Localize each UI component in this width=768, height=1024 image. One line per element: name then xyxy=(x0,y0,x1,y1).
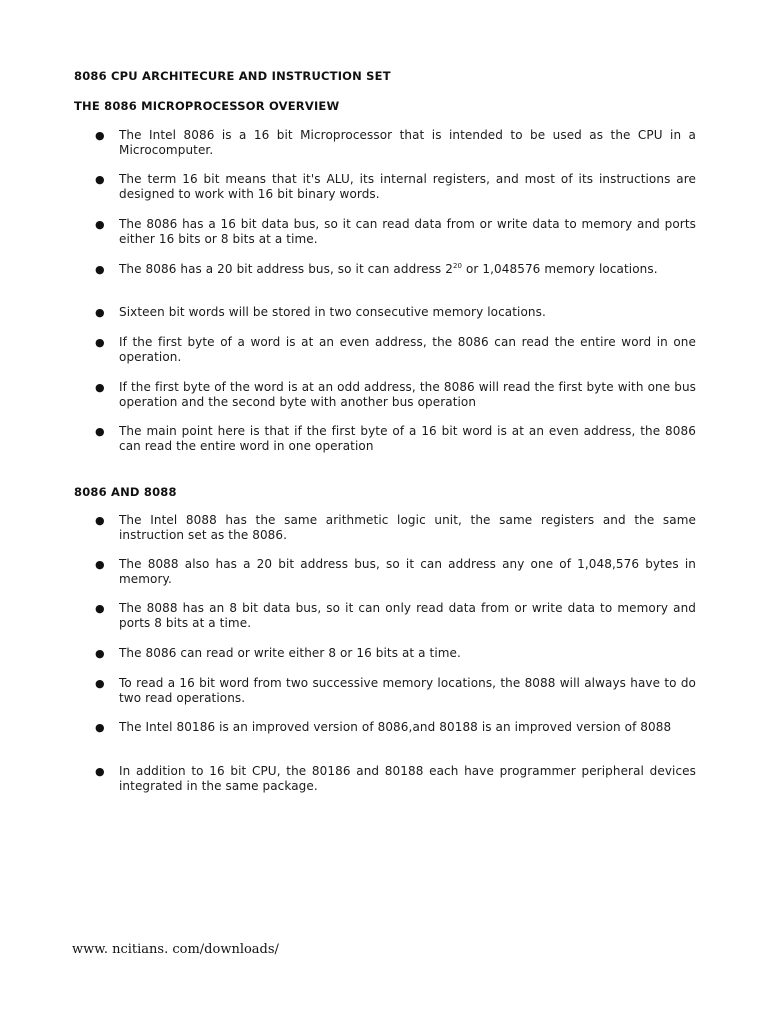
list-item-text: The 8086 has a 16 bit data bus, so it can read data from or write data to memory and ports either 16 bits or 8 bits at a time. xyxy=(119,217,696,246)
bullet-icon: ● xyxy=(95,721,105,734)
section-heading-8086-8088: 8086 AND 8088 xyxy=(74,485,177,499)
bullet-icon: ● xyxy=(95,514,105,527)
bullet-icon: ● xyxy=(95,602,105,615)
list-item-text: The Intel 80186 is an improved version of 8086,and 80188 is an improved version of 8088 xyxy=(119,720,672,734)
bullet-icon: ● xyxy=(95,263,105,276)
bullet-icon: ● xyxy=(95,765,105,778)
list-item-text: If the first byte of a word is at an even address, the 8086 can read the entire word in one operation. xyxy=(119,335,696,364)
list-item-text: The term 16 bit means that it's ALU, its internal registers, and most of its instructions are designed to work with 16 bit binary words. xyxy=(119,172,696,201)
list-item-text: If the first byte of the word is at an odd address, the 8086 will read the first byte with one bus operation and the second byte with another bus operation xyxy=(119,380,696,409)
list-item-text: The Intel 8088 has the same arithmetic logic unit, the same registers and the same instruction set as the 8086. xyxy=(119,513,696,542)
exponent-superscript: 20 xyxy=(452,262,463,270)
address-text-after: or 1,048576 memory locations. xyxy=(462,262,658,276)
list-item-text xyxy=(119,262,696,277)
address-text-before: The 8086 has a 20 bit address bus, so it can address 2 xyxy=(119,262,453,276)
list-item-text: The Intel 8086 is a 16 bit Microprocessor that is intended to be used as the CPU in a Microcomputer. xyxy=(119,128,696,157)
bullet-icon: ● xyxy=(95,218,105,231)
bullet-icon: ● xyxy=(95,647,105,660)
list-item-text: Sixteen bit words will be stored in two consecutive memory locations. xyxy=(119,305,546,319)
document-title: 8086 CPU ARCHITECURE AND INSTRUCTION SET xyxy=(74,69,391,83)
bullet-icon: ● xyxy=(95,381,105,394)
bullet-icon: ● xyxy=(95,558,105,571)
bullet-icon: ● xyxy=(95,336,105,349)
list-item-text: To read a 16 bit word from two successive memory locations, the 8088 will always have to do two read operations. xyxy=(119,676,696,705)
list-item-text: The 8086 can read or write either 8 or 16 bits at a time. xyxy=(119,646,461,660)
list-item-text: In addition to 16 bit CPU, the 80186 and 80188 each have programmer peripheral devices integrated in the same package. xyxy=(119,764,696,793)
list-item-text: The 8088 has an 8 bit data bus, so it can only read data from or write data to memory and ports 8 bits at a time. xyxy=(119,601,696,630)
footer-url: www. ncitians. com/downloads/ xyxy=(72,942,279,957)
bullet-icon: ● xyxy=(95,173,105,186)
section-heading-overview: THE 8086 MICROPROCESSOR OVERVIEW xyxy=(74,99,340,113)
bullet-icon: ● xyxy=(95,677,105,690)
list-item-text: The 8088 also has a 20 bit address bus, so it can address any one of 1,048,576 bytes in memory. xyxy=(119,557,696,586)
bullet-icon: ● xyxy=(95,129,105,142)
list-item-text: The main point here is that if the first byte of a 16 bit word is at an even address, the 8086 can read the entire word in one operation xyxy=(119,424,696,453)
bullet-icon: ● xyxy=(95,306,105,319)
bullet-icon: ● xyxy=(95,425,105,438)
